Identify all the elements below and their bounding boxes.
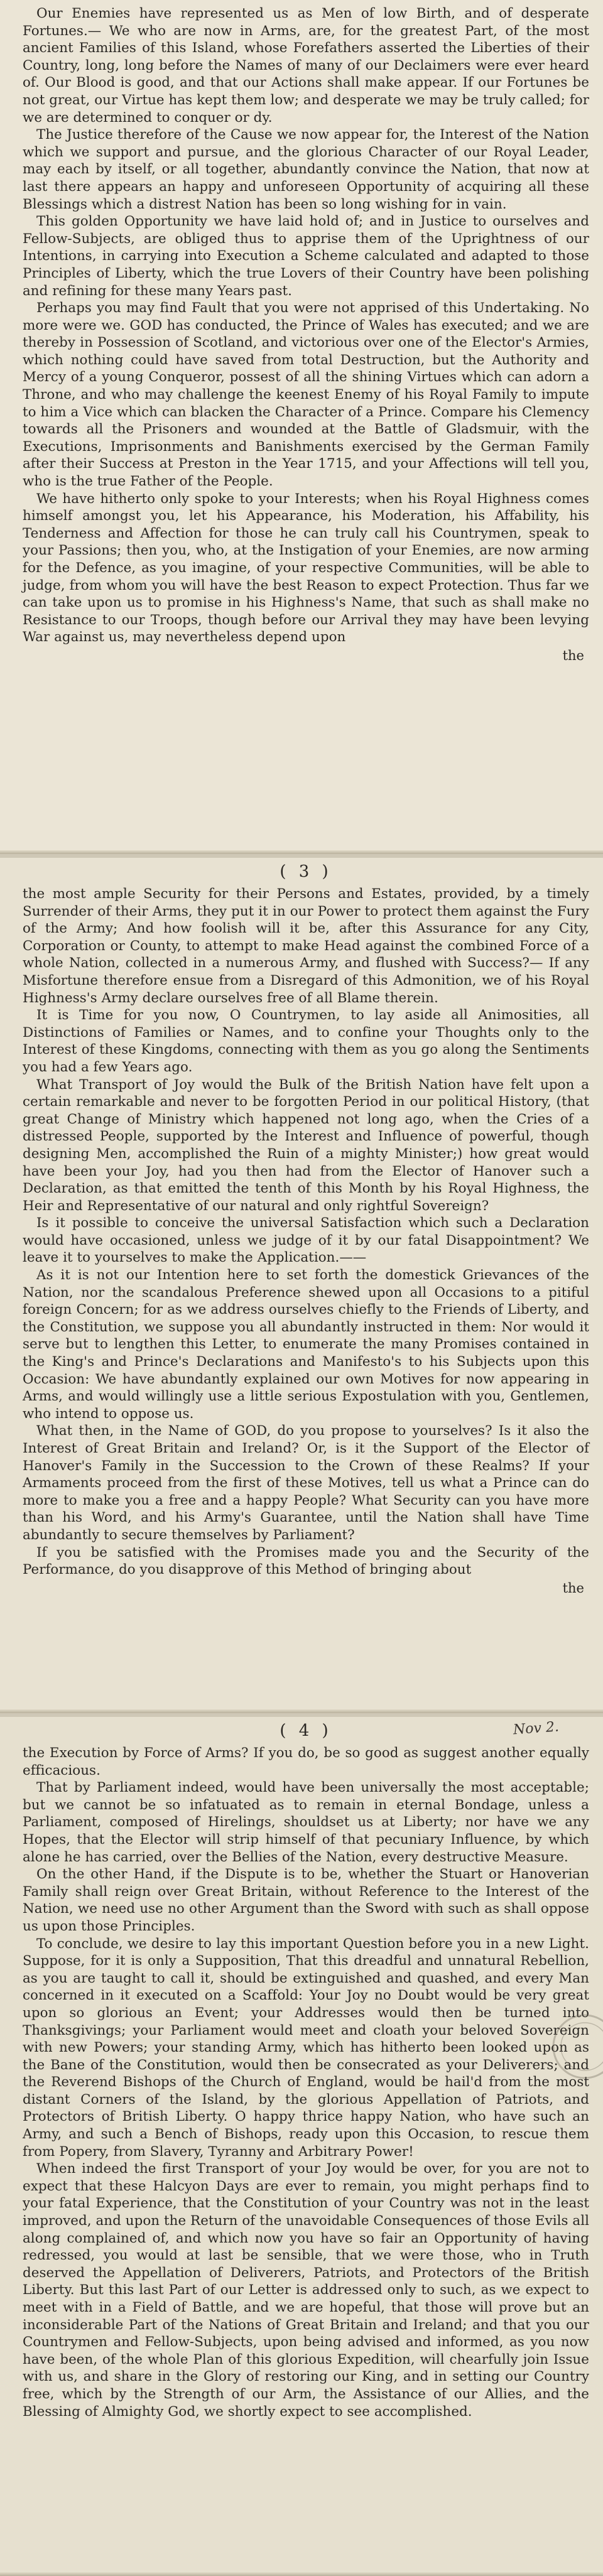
paragraph: Is it possible to conceive the universal Satisfaction which such a Declaration would have occasioned, unless we judge of it by our fatal Disappointment? We leave it to yourselves to make the Application.—— [23,1215,589,1266]
paragraph: When indeed the first Transport of your Joy would be over, for you are not to expect that these Halcyon Days are ever to remain, you might perhaps find to your fatal Experience, that the Constitution of your Country was not in the least improved, and upon the Return of the unavoidable Consequences of those Evils all along complained of, and which now you have so fair an Opportunity of having redressed, you would at last be sensible, that we were those, who in Truth deserved the Appellation of Deliverers, Patriots, and Protectors of the British Liberty. But this last Part of our Letter is addressed only to such, as we expect to meet with in a Field of Battle, and we are hopeful, that those will prove but an inconsiderable Part of the Nations of Great Britain and Ireland; and that you our Countrymen and Fellow-Subjects, upon being advised and informed, as you now have been, of the whole Plan of this glorious Expedition, will chearfully join Issue with us, and share in the Glory of restoring our King, and in setting our Country free, which by the Strength of our Arm, the Assistance of our Allies, and the Blessing of Almighty God, we shortly expect to see accomplished. [23,2161,589,2420]
paragraph: On the other Hand, if the Dispute is to be, whether the Stuart or Hanoverian Family shall reign over Great Britain, without Reference to the Interest of the Nation, we need use no other Argument than the Sword with such as shall oppose us upon those Principles. [23,1866,589,1934]
document-page-3 [0,858,603,1713]
paragraph: the Execution by Force of Arms? If you do, be so good as suggest another equally efficacious. [23,1745,589,1778]
paragraph: This golden Opportunity we have laid hold of; and in Justice to ourselves and Fellow-Subjects, are obliged thus to apprise them of the Uprightness of our Intentions, in carrying into Execution a Scheme calculated and adapted to those Principles of Liberty, which the true Lovers of their Country have been polishing and refining for these many Years past. [23,214,589,299]
catchword: the [562,1580,584,1596]
document-page-4 [0,1717,603,2576]
page-number: ( 4 ) [280,1721,332,1740]
paragraph: What then, in the Name of GOD, do you propose to yourselves? Is it also the Interest of Great Britain and Ireland? Or, is it the Support of the Elector of Hanover's Family in the Succession to the Crown of these Realms? If your Armaments proceed from the first of these Motives, tell us what a Prince can do more to make you a free and a happy People? What Security can you have more than his Word, and his Army's Guarantee, until the Nation shall have Time abundantly to secure themselves by Parliament? [23,1423,589,1543]
paragraph: The Justice therefore of the Cause we now appear for, the Interest of the Nation which we support and pursue, and the glorious Character of our Royal Leader, may each by itself, or all together, abundantly convince the Nation, that now at last there appears an happy and unforeseen Opportunity of acquiring all these Blessings which a distrest Nation has been so long wishing for in vain. [23,127,589,212]
catchword: the [562,647,584,663]
paragraph: As it is not our Intention here to set forth the domestick Grievances of the Nation, nor the scandalous Preference shewed upon all Occasions to a pitiful foreign Concern; for as we address ourselves chiefly to the Friends of Liberty, and the Constitution, we suppose you all abundantly instructed in them: Nor would it serve but to lengthen this Letter, to enumerate the many Promises contained in the King's and Prince's Declarations and Manifesto's to his Subjects upon this Occasion: We have abundantly explained our own Motives for now appearing in Arms, and would willingly use a little serious Expostulation with you, Gentlemen, who intend to oppose us. [23,1267,589,1422]
paragraph: We have hitherto only spoke to your Interests; when his Royal Highness comes himself amongst you, let his Appearance, his Moderation, his Affability, his Tenderness and Affection for those he can truly call his Countrymen, speak to your Passions; then you, who, at the Instigation of your Enemies, are now arming for the Defence, as you imagine, of your respective Communities, will be able to judge, from whom you will have the best Reason to expect Protection. Thus far we can take upon us to promise in his Highness's Name, that such as shall make no Resistance to our Troops, though before our Arrival they may have been levying War against us, may nevertheless depend upon [23,490,589,646]
paragraph: Perhaps you may find Fault that you were not apprised of this Undertaking. No more were we. GOD has conducted, the Prince of Wales has executed; and we are thereby in Possession of Scotland, and victorious over one of the Elector's Armies, which nothing could have saved from total Destruction, but the Authority and Mercy of a young Conqueror, possest of all the shining Virtues which can adorn a Throne, and who may challenge the keenest Enemy of his Royal Family to impute to him a Vice which can blacken the Character of a Prince. Compare his Clemency towards all the Prisoners and wounded at the Battle of Gladsmuir, with the Executions, Imprisonments and Banishments exercised by the German Family after their Success at Preston in the Year 1715, and your Affections will tell you, who is the true Father of the People. [23,300,589,490]
paragraph: What Transport of Joy would the Bulk of the British Nation have felt upon a certain remarkable and never to be forgotten Period in our political History, (that great Change of Ministry which happened not long ago, when the Cries of a distressed People, supported by the Interest and Influence of powerful, though designing Men, accomplished the Ruin of a mighty Minister;) how great would have been your Joy, had you then had from the Elector of Hanover such a Declaration, as that emitted the tenth of this Month by his Royal Highness, the Heir and Representative of our natural and only rightful Sovereign? [23,1076,589,1214]
paragraph: the most ample Security for their Persons and Estates, provided, by a timely Surrender of their Arms, they put it in our Power to protect them against the Fury of the Army; And how foolish will it be, after this Assurance for any City, Corporation or County, to attempt to make Head against the combined Force of a whole Nation, collected in a numerous Army, and flushed with Success?— If any Misfortune therefore ensue from a Disregard of this Admonition, we of his Royal Highness's Army declare ourselves free of all Blame therein. [23,886,589,1006]
paragraph: It is Time for you now, O Countrymen, to lay aside all Animosities, all Distinctions of Families or Names, and to confine your Thoughts only to the Interest of these Kingdoms, connecting with them as you go along the Sentiments you had a few Years ago. [23,1007,589,1075]
page-number: ( 3 ) [280,862,332,881]
paragraph: That by Parliament indeed, would have been universally the most acceptable; but we cannot be so infatuated as to remain in eternal Bondage, unless a Parliament, composed of Hirelings, shouldset us at Liberty; nor have we any Hopes, that the Elector will strip himself of that pecuniary Influence, by which alone he has carried, over the Bellies of the Nation, every destructive Measure. [23,1780,589,1865]
record-office-stamp-icon [550,2012,603,2081]
handwritten-date-note: Nov 2. [513,1719,560,1738]
paragraph: To conclude, we desire to lay this important Question before you in a new Light. Suppose, for it is only a Supposition, That this dreadful and unnatural Rebellion, as you are taught to call it, should be extinguished and quashed, and every Man concerned in it executed on a Scaffold: Your Joy no Doubt would be very great upon so glorious an Event; your Addresses would then be turned into Thanksgivings; your Parliament would meet and cloath your beloved Sovereign with new Powers; your standing Army, which has hitherto been looked upon as the Bane of the Constitution, would then be consecrated as your Deliverers; and the Reverend Bishops of the Church of England, would be hail'd from the most distant Corners of the Island, by the glorious Appellation of Patriots, and Protectors of British Liberty. O happy thrice happy Nation, who have such an Army, and such a Bench of Bishops, ready upon this Occasion, to rescue them from Popery, from Slavery, Tyranny and Arbitrary Power! [23,1935,589,2160]
document-page-2 [0,0,603,854]
paragraph: If you be satisfied with the Promises made you and the Security of the Performance, do you disapprove of this Method of bringing about [23,1544,589,1578]
paragraph: Our Enemies have represented us as Men of low Birth, and of desperate Fortunes.— We who are now in Arms, are, for the greatest Part, of the most ancient Families of this Island, whose Forefathers asserted the Liberties of their Country, long, long before the Names of many of our Declaimers were ever heard of. Our Blood is good, and that our Actions shall make appear. If our Fortunes be not great, our Virtue has kept them low; and desperate we may be truly called; for we are determined to conquer or dy. [23,6,589,126]
